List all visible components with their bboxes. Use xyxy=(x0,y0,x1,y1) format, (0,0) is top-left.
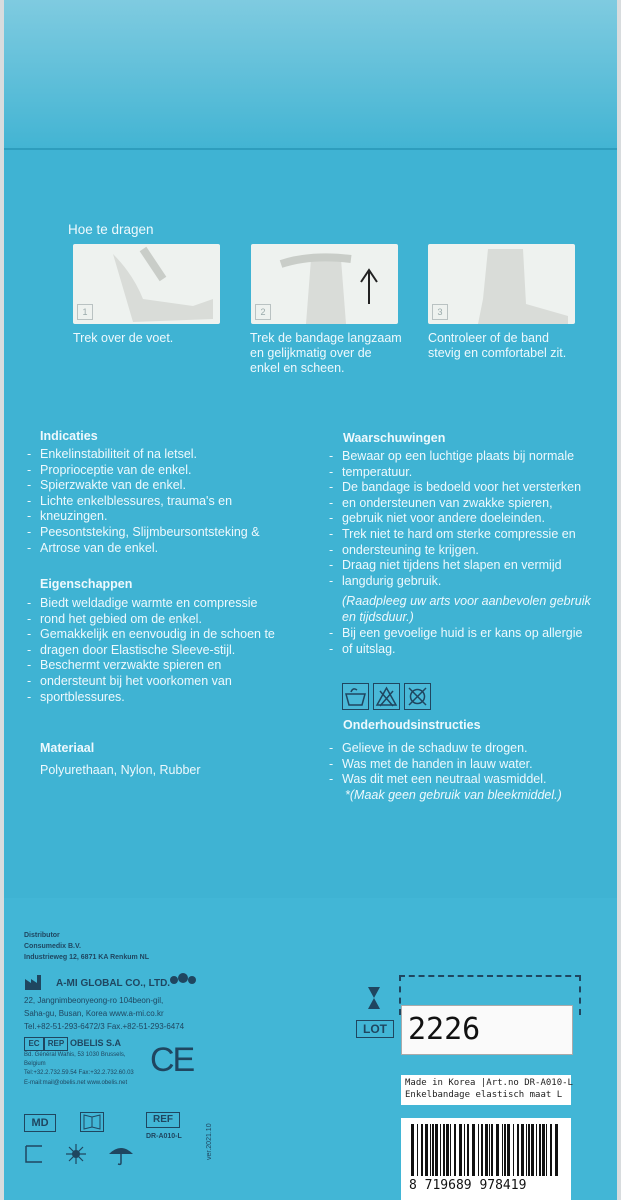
indications-title: Indicaties xyxy=(40,429,98,443)
warnings-list-2 xyxy=(328,626,582,657)
property-item: - rond het gebied om de enkel. xyxy=(26,612,275,628)
care-title: Onderhoudsinstructies xyxy=(343,718,481,732)
ecrep-name: OBELIS S.A xyxy=(70,1038,122,1048)
howto-title: Hoe te dragen xyxy=(68,222,154,237)
warning-note-2: en tijdsduur.) xyxy=(342,610,414,624)
keep-away-sunlight-icon xyxy=(66,1144,86,1164)
warning-item: - Bij een gevoelige huid is er kans op allergie xyxy=(328,626,582,642)
no-bleach-icon xyxy=(373,683,400,710)
hand-wash-icon xyxy=(342,683,369,710)
md-symbol: MD xyxy=(24,1114,56,1132)
barcode-label xyxy=(401,1118,571,1200)
indications-list xyxy=(26,447,260,556)
storage-symbols xyxy=(24,1142,154,1166)
step-2-text-3: enkel en scheen. xyxy=(250,361,345,375)
no-tumble-dry-icon xyxy=(404,683,431,710)
distributor-name: Consumedix B.V. xyxy=(24,943,81,950)
indication-item: - Peesontsteking, Slijmbeursontsteking & xyxy=(26,525,260,541)
care-item: - Was dit met een neutraal wasmiddel. xyxy=(328,772,547,788)
warning-item: - ondersteuning te krijgen. xyxy=(328,543,581,559)
warning-item: - Bewaar op een luchtige plaats bij normale xyxy=(328,449,581,465)
ec-label: EC xyxy=(24,1037,44,1051)
ecrep-address-2: Belgium xyxy=(24,1061,46,1067)
property-item: - Gemakkelijk en eenvoudig in de schoen te xyxy=(26,627,275,643)
property-item: - Biedt weldadige warmte en compressie xyxy=(26,596,275,612)
indication-item: - Lichte enkelblessures, trauma's en xyxy=(26,494,260,510)
shin-pull-illustration xyxy=(251,244,398,324)
property-item: - sportblessures. xyxy=(26,690,275,706)
care-note: *(Maak geen gebruik van bleekmiddel.) xyxy=(345,788,562,802)
care-item: - Gelieve in de schaduw te drogen. xyxy=(328,741,547,757)
material-title: Materiaal xyxy=(40,741,95,755)
version-text: ver.2021.10 xyxy=(206,1123,213,1160)
properties-list xyxy=(26,596,275,705)
manufacturer-name: A-MI GLOBAL CO., LTD. xyxy=(56,978,171,989)
care-list xyxy=(328,741,547,788)
flap-fold xyxy=(4,148,617,150)
instructions-icon xyxy=(80,1112,104,1132)
properties-title: Eigenschappen xyxy=(40,577,133,591)
distributor-address: Industrieweg 12, 6871 KA Renkum NL xyxy=(24,954,149,961)
property-item: - Beschermt verzwakte spieren en xyxy=(26,658,275,674)
warning-item: - Draag niet tijdens het slapen en vermijd xyxy=(328,558,581,574)
manufacturer-address-1: 22, Jangnimbeonyeong-ro 104beon-gil, xyxy=(24,996,164,1005)
step-3-text-1: Controleer of de band xyxy=(428,331,549,345)
manufacturer-tel: Tel.+82-51-293-6472/3 Fax.+82-51-293-6474 xyxy=(24,1022,185,1031)
indication-item: - Spierzwakte van de enkel. xyxy=(26,478,260,494)
ref-code: DR-A010-L xyxy=(146,1133,182,1140)
warning-item: - of uitslag. xyxy=(328,642,582,658)
warning-item: - De bandage is bedoeld voor het versterken xyxy=(328,480,581,496)
warning-item: - en ondersteunen van zwakke spieren, xyxy=(328,496,581,512)
indication-item: - Enkelinstabiliteit of na letsel. xyxy=(26,447,260,463)
distributor-label: Distributor xyxy=(24,932,60,939)
keep-dry-umbrella-icon xyxy=(109,1148,133,1164)
lot-sticker xyxy=(401,1005,573,1055)
step-2-number: 2 xyxy=(255,304,271,320)
product-sticker xyxy=(401,1075,571,1105)
ankle-result-illustration xyxy=(428,244,575,324)
ce-mark: CE xyxy=(150,1041,194,1079)
warning-item: - gebruik niet voor andere doeleinden. xyxy=(328,511,581,527)
amiglobal-logo xyxy=(168,971,198,989)
ecrep-address-1: Bd. Général Wahis, 53 1030 Brussels, xyxy=(24,1052,126,1058)
step-2-image xyxy=(251,244,398,324)
barcode-number: 8 719689 978419 xyxy=(409,1178,527,1193)
step-3-number: 3 xyxy=(432,304,448,320)
manufacturer-factory-icon xyxy=(24,973,50,991)
property-item: - dragen door Elastische Sleeve-stijl. xyxy=(26,643,275,659)
lot-number: 2226 xyxy=(408,1012,481,1047)
lot-label: LOT xyxy=(356,1020,394,1038)
ref-label: REF xyxy=(146,1112,180,1128)
step-3-image xyxy=(428,244,575,324)
step-1-text: Trek over de voet. xyxy=(73,331,174,345)
warning-item: - temperatuur. xyxy=(328,465,581,481)
box-flap xyxy=(4,0,617,150)
sticker-line-1: Made in Korea |Art.no DR-A010-L xyxy=(405,1078,573,1088)
sticker-line-2: Enkelbandage elastisch maat L xyxy=(405,1090,563,1100)
ecrep-tel: Tel:+32.2.732.59.54 Fax:+32.2.732.60.03 xyxy=(24,1070,134,1076)
indication-item: - kneuzingen. xyxy=(26,509,260,525)
barcode-bars xyxy=(411,1124,561,1176)
step-2-text-2: en gelijkmatig over de xyxy=(250,346,372,360)
warnings-title: Waarschuwingen xyxy=(343,431,446,445)
ecrep-mail: E-mail:mail@obelis.net www.obelis.net xyxy=(24,1080,128,1086)
indication-item: - Artrose van de enkel. xyxy=(26,541,260,557)
property-item: - ondersteunt bij het voorkomen van xyxy=(26,674,275,690)
warning-note-1: (Raadpleeg uw arts voor aanbevolen gebruik xyxy=(342,594,591,608)
step-1-number: 1 xyxy=(77,304,93,320)
material-text: Polyurethaan, Nylon, Rubber xyxy=(40,763,201,777)
manufacturer-address-2: Saha-gu, Busan, Korea www.a-mi.co.kr xyxy=(24,1009,164,1018)
warning-item: - langdurig gebruik. xyxy=(328,574,581,590)
warnings-list xyxy=(328,449,581,589)
temperature-limit-icon xyxy=(26,1146,42,1162)
foot-pull-illustration xyxy=(73,244,220,324)
step-1-image xyxy=(73,244,220,324)
step-2-text-1: Trek de bandage langzaam xyxy=(250,331,402,345)
rep-label: REP xyxy=(44,1037,68,1051)
warning-item: - Trek niet te hard om sterke compressie en xyxy=(328,527,581,543)
step-3-text-2: stevig en comfortabel zit. xyxy=(428,346,567,360)
hourglass-icon xyxy=(366,986,382,1010)
indication-item: - Proprioceptie van de enkel. xyxy=(26,463,260,479)
care-item: - Was met de handen in lauw water. xyxy=(328,757,547,773)
